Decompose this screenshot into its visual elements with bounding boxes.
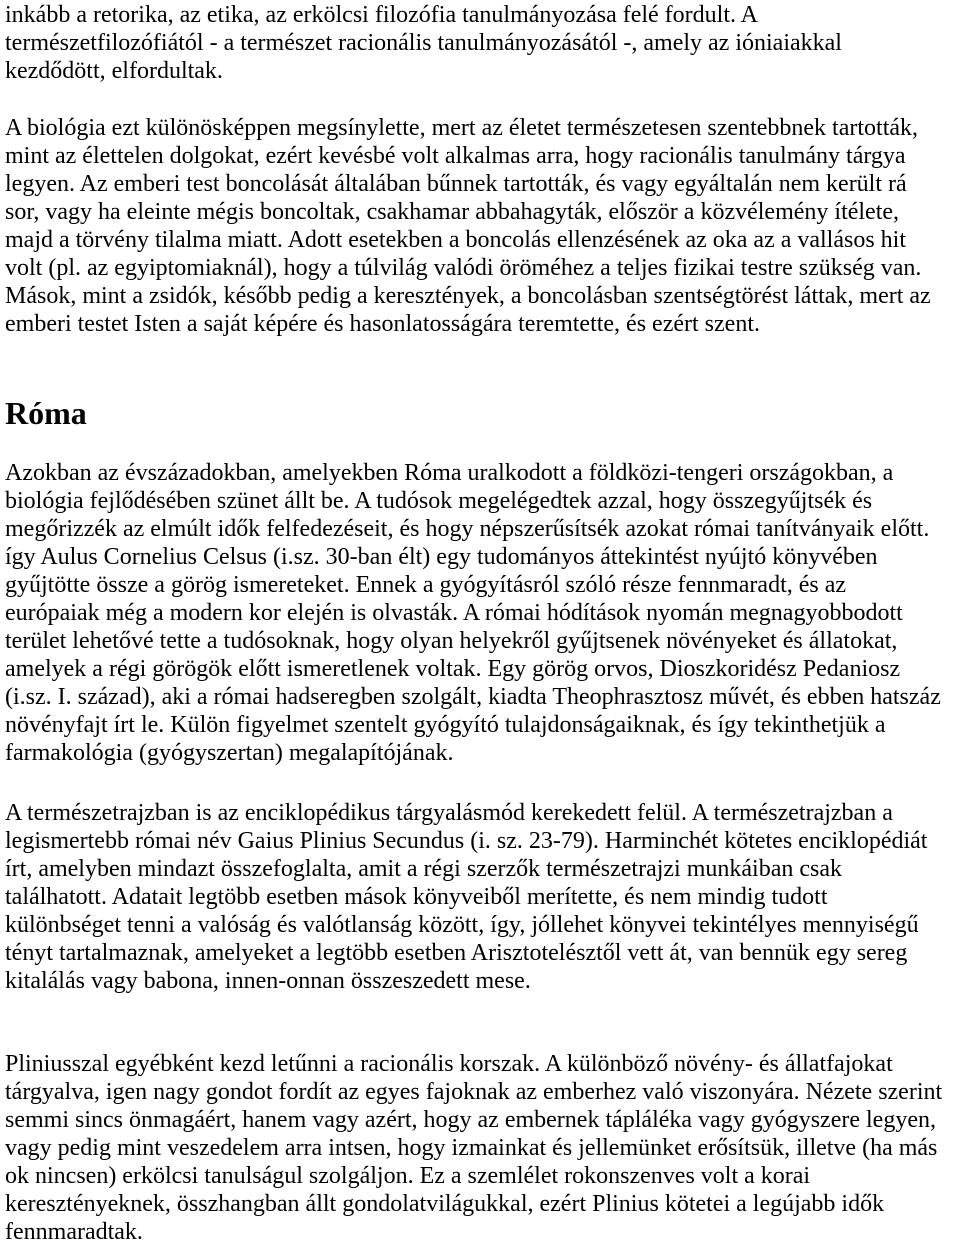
text-line: így Aulus Cornelius Celsus (i.sz. 30-ban élt) egy tudományos áttekintést nyújtó könyvében <box>5 544 878 570</box>
text-line: tárgyalva, igen nagy gondot fordít az egyes fajoknak az emberhez való viszonyára. Nézete szerint <box>5 1079 943 1105</box>
text-line: írt, amelyben mindazt összefoglalta, amit a régi szerzők természetrajzi munkáiban csak <box>5 856 842 882</box>
paragraph <box>5 1050 955 1246</box>
paragraph <box>5 1 955 85</box>
text-line: megőrizzék az elmúlt idők felfedezéseit, és hogy népszerűsítsék azokat római tanítványaik előtt. <box>5 516 930 542</box>
text-line: semmi sincs önmagáért, hanem vagy azért, hogy az embernek tápláléka vagy gyógyszere legyen, <box>5 1107 936 1133</box>
text-line: terület lehetővé tette a tudósoknak, hogy olyan helyekről gyűjtsenek növényeket és állatokat, <box>5 628 898 654</box>
paragraph <box>5 459 955 767</box>
text-line: kitalálás vagy babona, innen-onnan összeszedett mese. <box>5 968 531 994</box>
paragraph <box>5 799 955 995</box>
text-line: legyen. Az emberi test boncolását általában bűnnek tartották, és vagy egyáltalán nem került rá <box>5 171 907 197</box>
text-line: fennmaradtak. <box>5 1219 143 1245</box>
text-line: volt (pl. az egyiptomiaknál), hogy a túlvilág valódi öröméhez a teljes fizikai testre szükség van. <box>5 255 922 281</box>
text-line: Mások, mint a zsidók, később pedig a keresztények, a boncolásban szentségtörést láttak, mert az <box>5 283 931 309</box>
text-line: Pliniusszal egyébként kezd letűnni a racionális korszak. A különböző növény- és állatfajokat <box>5 1051 893 1077</box>
text-line: emberi testet Isten a saját képére és hasonlatosságára teremtette, és ezért szent. <box>5 311 760 337</box>
text-line: természetfilozófiától - a természet racionális tanulmányozásától -, amely az ióniaiakkal <box>5 30 842 56</box>
text-line: keresztényeknek, összhangban állt gondolatvilágukkal, ezért Plinius kötetei a legújabb idők <box>5 1191 885 1217</box>
text-line: inkább a retorika, az etika, az erkölcsi filozófia tanulmányozása felé fordult. A <box>5 2 759 28</box>
text-line: különbséget tenni a valóság és valótlanság között, így, jóllehet könyvei tekintélyes mennyiségű <box>5 912 919 938</box>
text-line: kezdődött, elfordultak. <box>5 58 223 84</box>
text-line: tényt tartalmaznak, amelyeket a legtöbb esetben Arisztotelésztől vett át, van bennük egy sereg <box>5 940 908 966</box>
text-line: majd a törvény tilalma miatt. Adott esetekben a boncolás ellenzésének az oka az a vallásos hit <box>5 227 907 253</box>
text-line: legismertebb római név Gaius Plinius Secundus (i. sz. 23-79). Harminchét kötetes enciklopédiát <box>5 828 928 854</box>
text-line: A természetrajzban is az enciklopédikus tárgyalásmód kerekedett felül. A természetrajzban a <box>5 800 893 826</box>
text-line: sor, vagy ha eleinte mégis boncoltak, csakhamar abbahagyták, először a közvélemény ítélete, <box>5 199 900 225</box>
text-line: mint az élettelen dolgokat, ezért kevésbé volt alkalmas arra, hogy racionális tanulmány tárgya <box>5 143 906 169</box>
text-line: találhatott. Adatait legtöbb esetben mások könyveiből merítette, és nem mindig tudott <box>5 884 828 910</box>
text-line: A biológia ezt különösképpen megsínylette, mert az életet természetesen szentebbnek tartották, <box>5 115 919 141</box>
section-heading: Róma <box>5 395 87 431</box>
text-line: ok nincsen) erkölcsi tanulságul szolgáljon. Ez a szemlélet rokonszenves volt a korai <box>5 1163 811 1189</box>
text-line: farmakológia (gyógyszertan) megalapítójának. <box>5 740 454 766</box>
text-line: európaiak még a modern kor elején is olvasták. A római hódítások nyomán megnagyobbodott <box>5 600 903 626</box>
text-line: biológia fejlődésében szünet állt be. A tudósok megelégedtek azzal, hogy összegyűjtsék és <box>5 488 873 514</box>
text-line: növényfajt írt le. Külön figyelmet szentelt gyógyító tulajdonságaiknak, és így tekinthetjük a <box>5 712 886 738</box>
text-line: (i.sz. I. század), aki a római hadseregben szolgált, kiadta Theophrasztosz művét, és ebben hatszáz <box>5 684 941 710</box>
text-line: vagy pedig mint veszedelem arra intsen, hogy izmainkat és jellemünket erősítsük, illetve (ha más <box>5 1135 938 1161</box>
text-line: gyűjtötte össze a görög ismereteket. Ennek a gyógyításról szóló része fennmaradt, és az <box>5 572 847 598</box>
paragraph <box>5 114 955 338</box>
text-line: amelyek a régi görögök előtt ismeretlenek voltak. Egy görög orvos, Dioszkoridész Pedaniosz <box>5 656 901 682</box>
text-line: Azokban az évszázadokban, amelyekben Róma uralkodott a földközi-tengeri országokban, a <box>5 460 894 486</box>
